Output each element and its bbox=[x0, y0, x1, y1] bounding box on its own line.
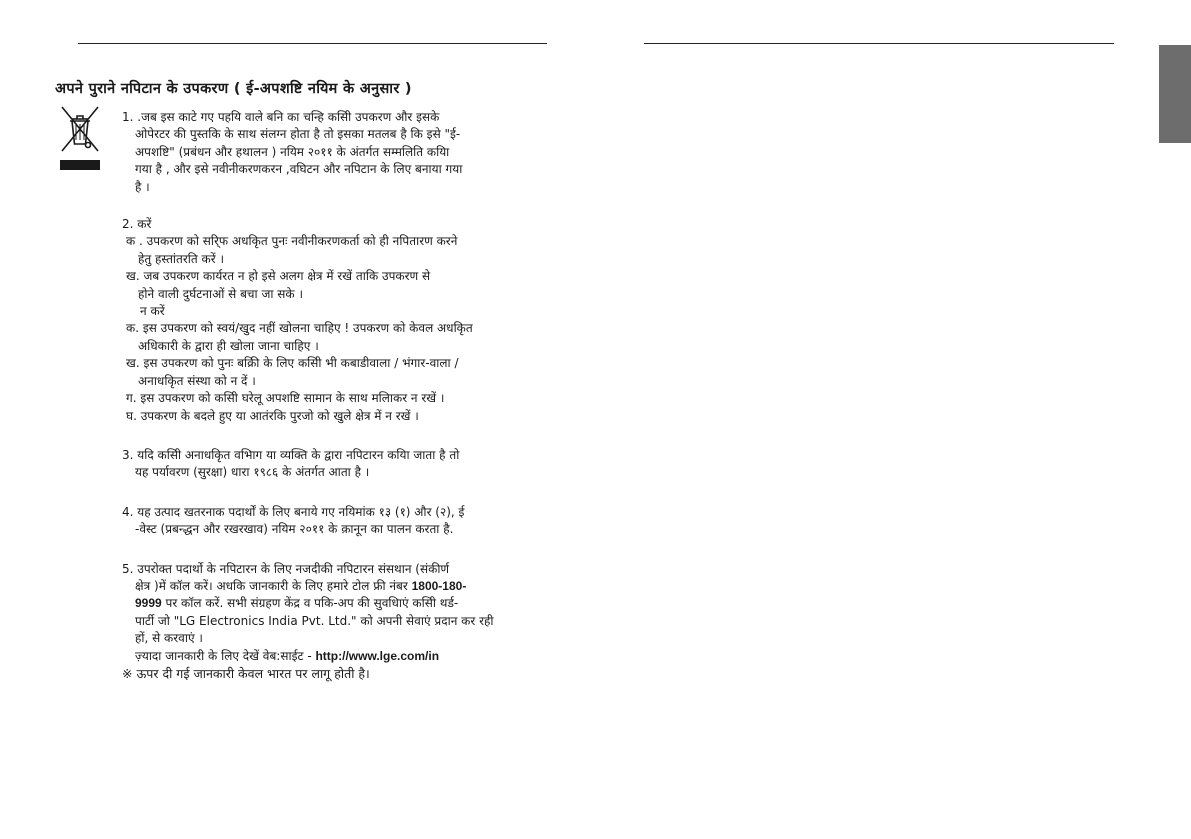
do-item-line: होने वाली दुर्घटनाओं से बचा जा सके । bbox=[138, 286, 303, 301]
section-3-line: यह पर्यावरण (सुरक्षा) धारा १९८६ के अंतर्गत आता है । bbox=[135, 465, 370, 480]
section-5-line bbox=[122, 578, 550, 595]
section-1-line: है । bbox=[135, 179, 150, 194]
dont-item-line: अधिकारी के द्वारा ही खोला जाना चाहिए । bbox=[138, 338, 319, 353]
dont-item-line: घ. उपकरण के बदले हुए या आतंरकि पुरजो को खुले क्षेत्र में न रखें । bbox=[126, 408, 419, 423]
section-4-line: -वेस्ट (प्रबन्द्धन और रखरखाव) नयिम २०११ के क़ानून का पालन करता है. bbox=[135, 522, 454, 537]
dont-item-line: क. इस उपकरण को स्वयं/खुद नहीं खोलना चाहिए ! उपकरण को केवल अधकिृत bbox=[126, 321, 473, 336]
section-5-line: हों, से करवाएं । bbox=[135, 631, 203, 646]
do-item-line: क . उपकरण को सरि्फ अधकिृत पुनः नवीनीकरणकर्ता को ही नपितारण करने bbox=[126, 234, 458, 249]
do-item bbox=[122, 233, 550, 268]
dont-item-line: ग. इस उपकरण को कसिी घरेलू अपशष्टि सामान के साथ मलिाकर न रखें । bbox=[126, 391, 445, 406]
header-rule-left bbox=[78, 43, 547, 44]
website-label: ज़्यादा जानकारी के लिए देखें वेब:साईट - bbox=[135, 648, 316, 663]
do-item bbox=[122, 268, 550, 303]
dont-item bbox=[122, 408, 550, 425]
section-2 bbox=[122, 216, 550, 425]
section-1-line: अपशष्टि" (प्रबंधन और हथालन ) नयिम २०११ के अंतर्गत सम्मलिति कयिा bbox=[135, 144, 450, 159]
toll-free-number: 1800-180- bbox=[411, 578, 467, 593]
page-title: अपने पुराने नपिटान के उपकरण ( ई-अपशष्टि नयिम के अनुसार ) bbox=[55, 81, 412, 97]
section-1 bbox=[122, 109, 550, 196]
section-5-text: पर कॉल करें. सभी संग्रहण केंद्र व पकि-अप की सुवधिाएं कसिी थर्ड- bbox=[161, 596, 459, 611]
section-5 bbox=[122, 561, 550, 665]
section-3 bbox=[122, 447, 550, 482]
section-5-line bbox=[122, 595, 550, 612]
dont-item bbox=[122, 390, 550, 407]
india-only-note: ※ ऊपर दी गई जानकारी केवल भारत पर लागू होती है। bbox=[122, 665, 370, 681]
dont-item-line: अनाधकिृत संस्था को न दें । bbox=[138, 373, 256, 388]
dont-heading: न करें bbox=[140, 304, 165, 319]
section-5-line: पार्टी जो "LG Electronics India Pvt. Ltd." को अपनी सेवाएं प्रदान कर रही bbox=[135, 613, 494, 628]
toll-free-number-end: 9999 bbox=[135, 596, 162, 611]
section-5-line: 5. उपरोक्त पदार्थो के नपिटारन के लिए नजदीकी नपिटारन संसथान (संकीर्ण bbox=[122, 561, 450, 576]
disposal-instructions bbox=[122, 109, 550, 682]
section-4 bbox=[122, 504, 550, 539]
do-item-line: हेतु हस्तांतरति करें । bbox=[138, 251, 225, 266]
do-item-line: ख. जब उपकरण कार्यरत न हो इसे अलग क्षेत्र में रखें ताकि उपकरण से bbox=[126, 269, 431, 284]
language-side-tab bbox=[1159, 45, 1191, 143]
website-line bbox=[122, 648, 550, 665]
section-1-line: 1. .जब इस काटे गए पहयि वाले बनि का चन्हि कसिी उपकरण और इसके bbox=[122, 110, 440, 124]
section-3-line: 3. यदि कसिी अनाधकिृत वभिाग या व्यक्ति के द्वारा नपिटारन कयिा जाता है तो bbox=[122, 447, 460, 462]
section-4-line: 4. यह उत्पाद खतरनाक पदार्थों के लिए बनाये गए नयिमांक १३ (१) और (२), ई bbox=[122, 504, 465, 519]
section-1-line: ओपेरटर की पुस्तकि के साथ संलग्न होता है तो इसका मतलब है कि इसे "ई- bbox=[135, 127, 461, 142]
section-1-line: गया है , और इसे नवीनीकरणकरन ,वघिटन और नपिटान के लिए बनाया गया bbox=[135, 162, 463, 177]
website-link[interactable]: http://www.lge.com/in bbox=[315, 648, 440, 663]
dont-item bbox=[122, 355, 550, 390]
crossed-out-wheeled-bin-icon bbox=[58, 104, 102, 172]
section-5-text: क्षेत्र )में कॉल करें। अधकि जानकारी के लिए हमारे टोल फ्री नंबर bbox=[135, 578, 412, 593]
section-2-heading: 2. करें bbox=[122, 217, 152, 232]
dont-item-line: ख. इस उपकरण को पुनः बक्रिी के लिए कसिी भी कबाडीवाला / भंगार-वाला / bbox=[126, 356, 459, 371]
header-rule-right bbox=[644, 43, 1114, 44]
dont-item bbox=[122, 320, 550, 355]
